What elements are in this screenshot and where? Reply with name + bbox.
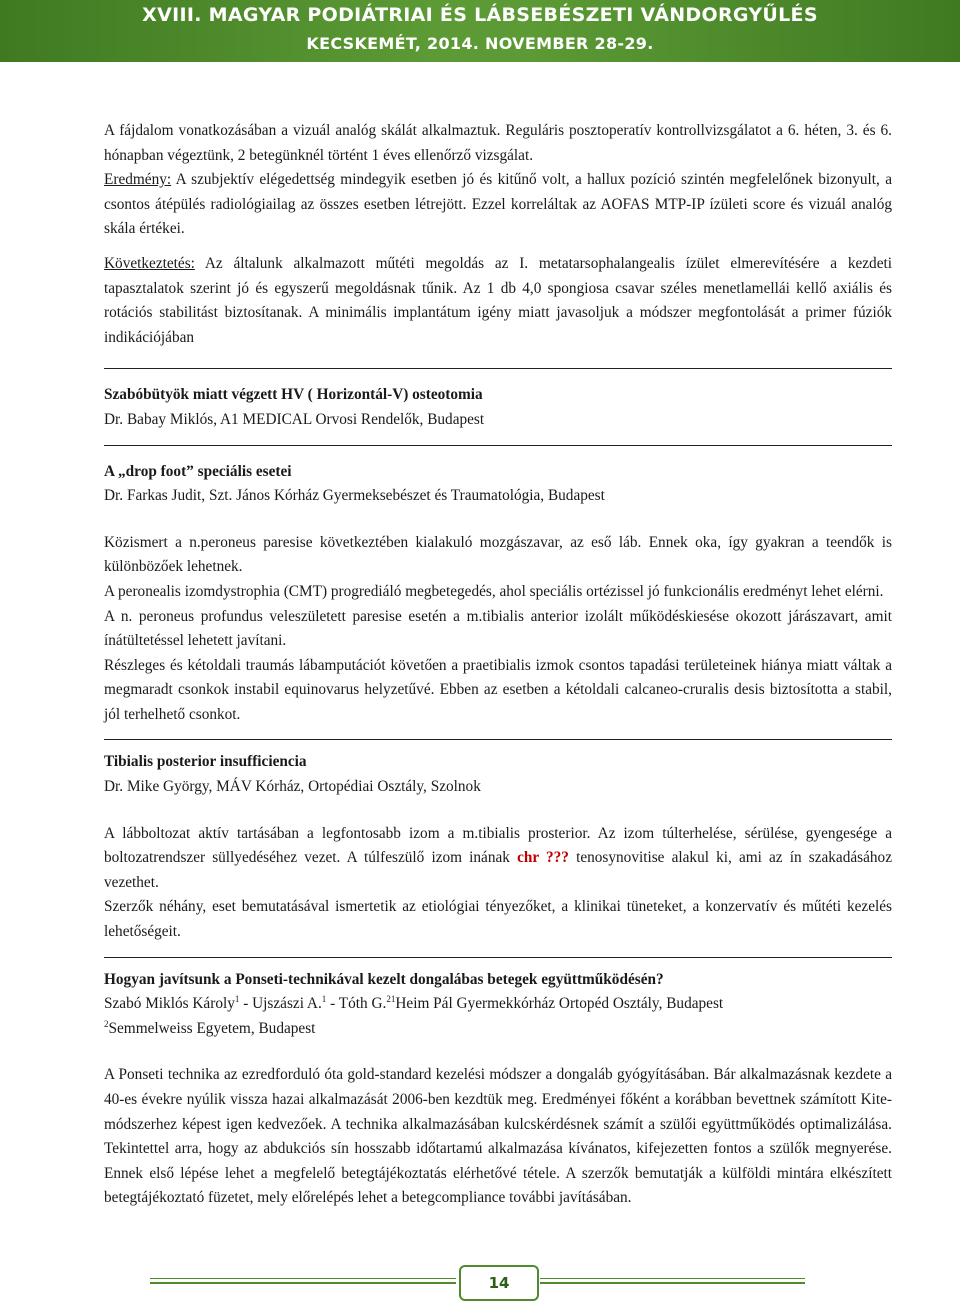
highlight-text: chr ??? xyxy=(517,849,569,867)
affiliation-mark: 1 xyxy=(390,994,396,1005)
page-footer xyxy=(0,1262,960,1302)
paragraph: A fájdalom vonatkozásában a vizuál analóg skálát alkalmaztuk. Reguláris posztoperatív kontrollvizsgálatot a 6. héten, 3. és 6. hónapban végeztünk, 2 betegünknél történt 1 éves ellenőrző vizsgálat. xyxy=(104,122,892,164)
abstract-author xyxy=(104,992,892,1041)
paragraph: Részleges és kétoldali traumás lábamputációt követően a praetibialis izmok csontos tapadási területeinek hiánya miatt váltak a megmaradt csonkok instabil equinovarus helyzetűvé. Ebben az esetben a kétoldali calcaneo-cruralis desis biztosította a stabil, jól terhelhető csonkot. xyxy=(104,656,892,723)
abstract-author: Dr. Mike György, MÁV Kórház, Ortopédiai Osztály, Szolnok xyxy=(104,778,481,796)
paragraph: A n. peroneus profundus veleszületett paresise esetén a m.tibialis anterior izolált működéskiesése okozott járászavart, amit ínátültetéssel lehetett javítani. xyxy=(104,607,892,650)
affiliation-mark: 2 xyxy=(386,994,391,1005)
abstract-title: A „drop foot” speciális esetei xyxy=(104,462,292,480)
abstract-title: Hogyan javítsunk a Ponseti-technikával kezelt dongalábas betegek együttműködésén? xyxy=(104,970,664,988)
conference-title: XVIII. MAGYAR PODIÁTRIAI ÉS LÁBSEBÉSZETI VÁNDORGYŰLÉS xyxy=(142,4,818,26)
paragraph-text: tenosynovitise alakul ki, ami az ín szakadásához vezethet. xyxy=(104,849,892,891)
paragraph-text: A lábboltozat aktív tartásában a legfontosabb izom a m.tibialis prosterior. Az izom túlterhelése, sérülése, gyengesége a boltozatrendszer süllyedéséhez vezet. A túlfeszülő izom inának xyxy=(104,824,892,867)
footer-rule xyxy=(150,1278,456,1279)
author-text: Szabó Miklós Károly xyxy=(104,995,235,1013)
paragraph-text: A szubjektív elégedettség mindegyik esetben jó és kitűnő volt, a hallux pozíció szintén megfelelőnek bizonyult, a csontos átépülés radiológiailag az összes esetben létrejött. Ezzel korreláltak az AOFAS MTP-IP ízületi score és vizuál analóg skála értékei. xyxy=(104,171,892,238)
footer-rule xyxy=(150,1282,456,1284)
paragraph-text: Az általunk alkalmazott műtéti megoldás az I. metatarsophalangealis ízület elmerevítésére a kezdeti tapasztalatok szerint jó és egyszerű megoldásnak tűnik. Az 1 db 4,0 spongiosa csavar széles menetlamellái kellő axiális és rotációs stabilitást biztosítanak. A minimális implantátum igény miatt javasoljuk a módszer megfontolását a primer fúziók indikációjában xyxy=(104,254,892,346)
affiliation-mark: 1 xyxy=(321,994,327,1005)
author-text: - Ujszászi A. xyxy=(239,995,322,1013)
author-text: - Tóth G. xyxy=(326,995,387,1013)
section-label: Eredmény: xyxy=(104,171,172,189)
footer-rule xyxy=(540,1278,805,1279)
paragraph: A Ponseti technika az ezredforduló óta gold-standard kezelési módszer a dongaláb gyógyításában. Bár alkalmazásnak kezdete a 40-es évekre nyúlik vissza hazai alkalmazását 2006-ben kezdtük meg. Eredményei főként a korábban bevettnek számított Kite-módszerhez képest igen kedvezőek. A technika alkalmazásában kulcskérdésnek számít a szülői együttműködés optimalizálása. Tekintettel arra, hogy az abdukciós sín hosszabb időtartamú alkalmazása kívánatos, kifejezetten fontos a szülők megnyerése. Ennek első lépése lehet a megfelelő betegtájékoztatás elérhetővé tétele. A szerzők bemutatják a külföldi mintára elkészített betegtájékoztató füzetet, mely előrelépés lehet a betegcompliance további javításában. xyxy=(104,1066,892,1207)
header-banner xyxy=(0,0,960,62)
paragraph xyxy=(104,168,892,242)
page-number: 14 xyxy=(459,1265,539,1301)
affiliation-mark: 2 xyxy=(104,1018,109,1029)
conference-date-location: KECSKEMÉT, 2014. NOVEMBER 28-29. xyxy=(306,34,654,53)
section-label: Következtetés: xyxy=(104,254,195,272)
author-text: Heim Pál Gyermekkórház Ortopéd Osztály, Budapest xyxy=(395,995,724,1013)
abstract-title: Tibialis posterior insufficiencia xyxy=(104,753,307,771)
paragraph xyxy=(104,822,892,896)
paragraph: Közismert a n.peroneus paresise következtében kialakuló mozgászavar, az eső láb. Ennek oka, így gyakran a teendők is különbözőek lehetnek. xyxy=(104,533,892,576)
abstract-author: Dr. Babay Miklós, A1 MEDICAL Orvosi Rendelők, Budapest xyxy=(104,410,485,428)
affiliation-mark: 1 xyxy=(234,994,240,1005)
paragraph xyxy=(104,252,892,350)
paragraph: Szerzők néhány, eset bemutatásával ismertetik az etiológiai tényezőket, a klinikai tüneteket, a konzervatív és műtéti kezelés lehetőségeit. xyxy=(104,898,892,941)
author-text: Semmelweiss Egyetem, Budapest xyxy=(108,1019,316,1037)
abstract-title: Szabóbütyök miatt végzett HV ( Horizontál-V) osteotomia xyxy=(104,386,483,404)
page-content xyxy=(104,119,892,1211)
abstract-author: Dr. Farkas Judit, Szt. János Kórház Gyermeksebészet és Traumatológia, Budapest xyxy=(104,487,605,505)
footer-rule xyxy=(540,1282,805,1284)
paragraph: A peronealis izomdystrophia (CMT) progrediáló megbetegedés, ahol speciális ortézissel jó funkcionális eredményt lehet elérni. xyxy=(104,582,884,600)
